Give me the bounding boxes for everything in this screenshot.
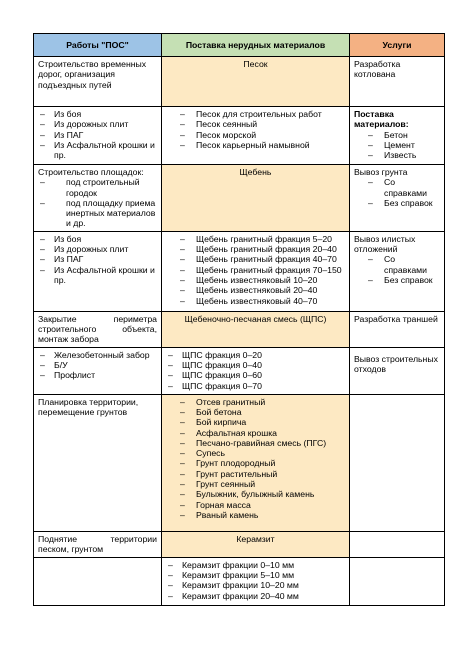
cell-list [162,557,350,605]
list-title: Строительство площадок: [38,167,144,177]
cell-empty [350,394,445,531]
list-item: – Булыжник, булыжный камень [166,489,345,499]
list-item: – Песок сеянный [166,119,345,129]
list-item: – Профлист [38,370,157,380]
list-item: – Щебень гранитный фракция 20–40 [166,244,345,254]
list-item: – Известь [354,150,440,160]
list-item: – Из ПАГ [38,254,157,264]
list-item: – Из Асфальтной крошки и пр. [38,140,157,161]
list-item: – под строительный городок [38,177,157,198]
list-item: – Из боя [38,234,157,244]
header-works: Работы "ПОС" [34,34,162,57]
category-shps: Щебеночно-песчаная смесь (ЩПС) [162,311,350,347]
category-sand: Песок [162,57,350,107]
cell-list [162,231,350,311]
table-row [34,394,445,531]
list-item: – Керамзит фракции 5–10 мм [166,570,345,580]
cell-list [34,165,162,232]
cell-list [350,231,445,311]
table-row [34,107,445,165]
cell-empty [34,557,162,605]
table-row [34,531,445,557]
list-item: – Щебень гранитный фракция 5–20 [166,234,345,244]
cell-list [34,231,162,311]
cell-empty [350,531,445,557]
header-services: Услуги [350,34,445,57]
list-item: – ЩПС фракция 0–60 [166,370,345,380]
list-item: – Керамзит фракции 10–20 мм [166,580,345,590]
list-item: – Щебень известняковый 10–20 [166,275,345,285]
table-row [34,347,445,394]
list-item: – ЩПС фракция 0–70 [166,381,345,391]
list-item: – Асфальтная крошка [166,428,345,438]
cell-text: Поднятие территории песком, грунтом [34,531,162,557]
cell-list [350,107,445,165]
list-item: – Песок карьерный намывной [166,140,345,150]
list-item: – Бой бетона [166,407,345,417]
list-item: – Из ПАГ [38,130,157,140]
list-title: Вывоз грунта [354,167,408,177]
cell-list [34,107,162,165]
list-item: – Рваный камень [166,510,345,520]
list-item: – Б/У [38,360,157,370]
list-item: – Из боя [38,109,157,119]
list-item: – Щебень гранитный фракция 70–150 [166,265,345,275]
cell-list [350,165,445,232]
list-item: – Со справками [354,254,440,275]
cell-text: Планировка территории, перемещение грунтов [34,394,162,531]
header-supply: Поставка нерудных материалов [162,34,350,57]
list-item: – Грунт растительный [166,469,345,479]
list-item: – Цемент [354,140,440,150]
service-trenches: Разработка траншей [350,311,445,347]
list-item: – ЩПС фракция 0–20 [166,350,345,360]
cell-list [162,394,350,531]
service-waste-removal: Вывоз строительных отходов [350,347,445,394]
table-row [34,557,445,605]
cell-list [162,347,350,394]
list-item: – Без справок [354,198,440,208]
list-item: – Из Асфальтной крошки и пр. [38,265,157,286]
cell-list [34,347,162,394]
list-item: – ЩПС фракция 0–40 [166,360,345,370]
table-row [34,165,445,232]
list-item: – Железобетонный забор [38,350,157,360]
list-item: – Без справок [354,275,440,285]
list-item: – Супесь [166,448,345,458]
list-item: – Керамзит фракции 0–10 мм [166,560,345,570]
category-expanded-clay: Керамзит [162,531,350,557]
list-title: Вывоз илистых отложений [354,233,416,255]
table-row [34,57,445,107]
cell-list [162,107,350,165]
list-item: – Щебень известняковый 20–40 [166,285,345,295]
list-item: – Со справками [354,177,440,198]
table-row [34,311,445,347]
table-row [34,231,445,311]
list-item: – Бой кирпича [166,417,345,427]
list-item: – Керамзит фракции 20–40 мм [166,591,345,601]
list-item: – Щебень известняковый 40–70 [166,296,345,306]
cell-text: Строительство временных дорог, организация подъездных путей [34,57,162,107]
list-item: – Щебень гранитный фракция 40–70 [166,254,345,264]
list-item: – Песок для строительных работ [166,109,345,119]
list-item: – Грунт сеянный [166,479,345,489]
list-item: – Грунт плодородный [166,458,345,468]
cell-empty [350,557,445,605]
list-title: Поставка материалов: [354,109,409,130]
list-item: – Отсев гранитный [166,397,345,407]
list-item: – Бетон [354,130,440,140]
cell-text: Закрытие периметра строительного объекта, монтаж забора [34,311,162,347]
category-crushed-stone: Щебень [162,165,350,232]
list-item: – под площадку приема инертных материалов и др. [38,198,157,229]
service-excavation: Разработка котлована [350,57,445,107]
header-row [34,34,445,57]
list-item: – Из дорожных плит [38,119,157,129]
list-item: – Песок морской [166,130,345,140]
list-item: – Горная масса [166,500,345,510]
list-item: – Песчано-гравийная смесь (ПГС) [166,438,345,448]
services-table [33,33,445,606]
list-item: – Из дорожных плит [38,244,157,254]
